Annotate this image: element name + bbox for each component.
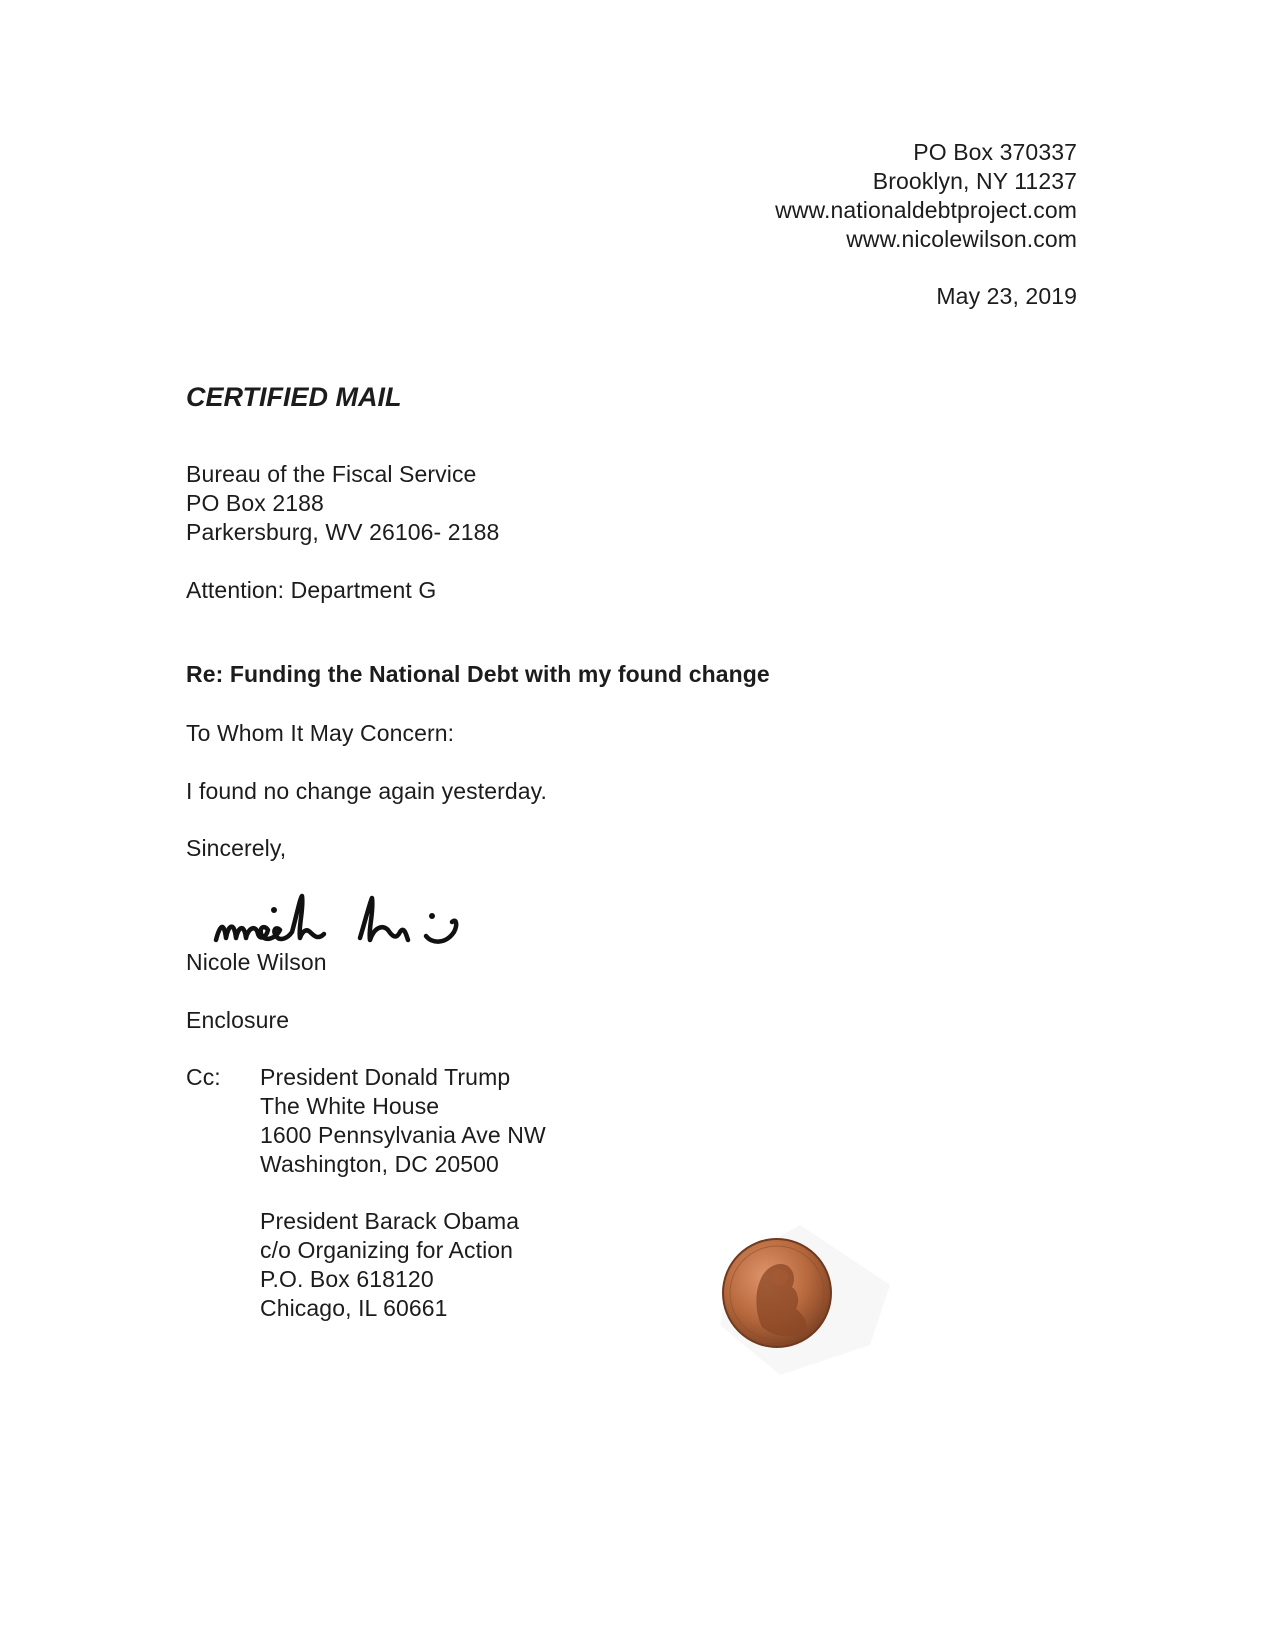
cc-recipient-2-line1: c/o Organizing for Action — [260, 1237, 514, 1263]
cc-label: Cc: — [186, 1064, 221, 1090]
cc-recipient-1-line1: The White House — [260, 1093, 440, 1119]
closing: Sincerely, — [186, 835, 287, 861]
cc-recipient-2-line2: P.O. Box 618120 — [260, 1266, 434, 1292]
cc-recipient-2-line3: Chicago, IL 60661 — [260, 1295, 448, 1321]
sender-city-state-zip: Brooklyn, NY 11237 — [872, 168, 1077, 194]
cc-recipient-1-name: President Donald Trump — [260, 1064, 511, 1090]
subject-line: Re: Funding the National Debt with my found change — [186, 661, 770, 687]
recipient-city-state-zip: Parkersburg, WV 26106- 2188 — [186, 519, 500, 545]
cc-recipient-1-line2: 1600 Pennsylvania Ave NW — [260, 1122, 546, 1148]
cc-recipient-1-line3: Washington, DC 20500 — [260, 1151, 499, 1177]
sender-website-1: www.nationaldebtproject.com — [775, 197, 1077, 223]
sender-po-box: PO Box 370337 — [913, 139, 1077, 165]
letter-date: May 23, 2019 — [936, 283, 1077, 309]
recipient-po-box: PO Box 2188 — [186, 490, 324, 516]
enclosed-penny-image — [720, 1225, 910, 1375]
mail-type-heading: CERTIFIED MAIL — [186, 382, 402, 412]
recipient-name: Bureau of the Fiscal Service — [186, 461, 477, 487]
recipient-attention: Attention: Department G — [186, 577, 437, 603]
salutation: To Whom It May Concern: — [186, 720, 455, 746]
enclosure-note: Enclosure — [186, 1007, 290, 1033]
signer-name: Nicole Wilson — [186, 949, 327, 975]
letter-body: I found no change again yesterday. — [186, 778, 548, 804]
cc-recipient-2-name: President Barack Obama — [260, 1208, 520, 1234]
sender-website-2: www.nicolewilson.com — [846, 226, 1077, 252]
